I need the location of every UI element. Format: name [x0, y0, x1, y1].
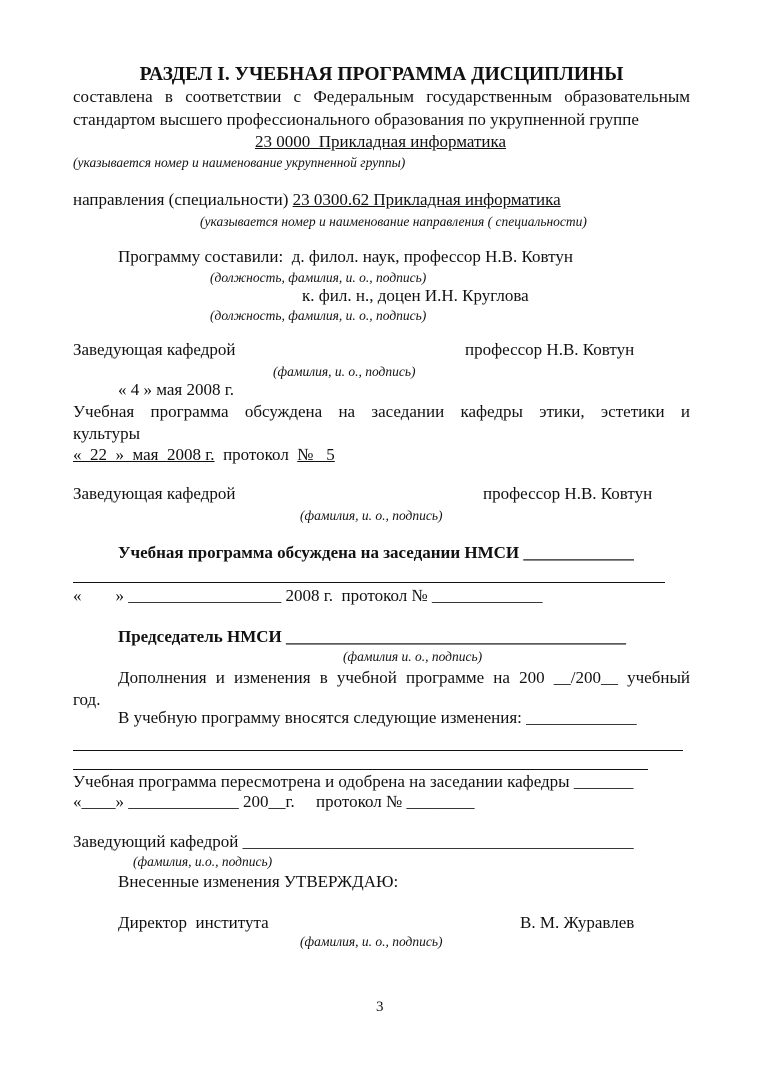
director-label: Директор института	[118, 913, 269, 932]
discussed-line: культуры	[73, 424, 140, 443]
sign-note: (фамилия, и.о., подпись)	[133, 854, 273, 869]
sign-note: (фамилия, и. о., подпись)	[300, 508, 443, 523]
changes-line: Дополнения и изменения в учебной программе на 200 __/200__ учебный	[118, 668, 690, 687]
direction-label: направления (специальности)	[73, 190, 293, 209]
protocol-label: протокол	[214, 445, 298, 464]
head-name: профессор Н.В. Ковтун	[483, 484, 653, 503]
changes-made: В учебную программу вносятся следующие изменения: _____________	[118, 708, 637, 727]
intro-line: составлена в соответствии с Федеральным государственным образовательным	[73, 87, 690, 106]
nmsi-date: « » __________________ 2008 г. протокол № _____________	[73, 586, 543, 605]
date-line: « 4 » мая 2008 г.	[118, 380, 235, 399]
page-title: РАЗДЕЛ I. УЧЕБНАЯ ПРОГРАММА ДИСЦИПЛИНЫ	[139, 64, 624, 85]
head-label: Заведующая кафедрой	[73, 340, 236, 359]
blank-line	[73, 750, 683, 751]
protocol-date: « 22 » мая 2008 г.	[73, 445, 215, 464]
reviewed-line: Учебная программа пересмотрена и одобрена на заседании кафедры _______	[73, 772, 634, 791]
authors-label: Программу составили:	[118, 247, 292, 266]
changes-line: год.	[73, 690, 101, 709]
sign-note: (фамилия, и. о., подпись)	[300, 934, 443, 949]
intro-line: стандартом высшего профессионального образования по укрупненной группе	[73, 110, 639, 129]
head-name: профессор Н.В. Ковтун	[465, 340, 635, 359]
director-name: В. М. Журавлев	[520, 913, 635, 932]
direction-line	[73, 190, 561, 210]
blank-line	[73, 582, 665, 583]
sign-note: (фамилия и. о., подпись)	[343, 649, 483, 664]
group-value: 23 0000 Прикладная информатика	[255, 132, 507, 151]
author-2: к. фил. н., доцен И.Н. Круглова	[302, 286, 529, 305]
author-note: (должность, фамилия, и. о., подпись)	[210, 270, 427, 285]
discussed-line: Учебная программа обсуждена на заседании кафедры этики, эстетики и	[73, 402, 690, 421]
approve-line: Внесенные изменения УТВЕРЖДАЮ:	[118, 872, 399, 891]
blank-line	[73, 769, 648, 770]
head-label: Заведующая кафедрой	[73, 484, 236, 503]
reviewed-date: «____» _____________ 200__г. протокол № ________	[73, 792, 475, 811]
protocol-number: № 5	[297, 445, 335, 464]
authors-line	[118, 247, 573, 267]
author-1: д. филол. наук, профессор Н.В. Ковтун	[291, 247, 573, 266]
page-number: 3	[376, 999, 384, 1015]
direction-value: 23 0300.62 Прикладная информатика	[292, 190, 561, 209]
author-note: (должность, фамилия, и. о., подпись)	[210, 308, 427, 323]
nmsi-discussed: Учебная программа обсуждена на заседании НМСИ _____________	[118, 543, 634, 562]
nmsi-chair: Председатель НМСИ ________________________________________	[118, 627, 627, 646]
direction-note: (указывается номер и наименование направления ( специальности)	[200, 214, 587, 229]
protocol-line	[73, 445, 335, 465]
head-signature: Заведующий кафедрой ______________________________________________	[73, 832, 634, 851]
group-note: (указывается номер и наименование укрупненной группы)	[73, 155, 406, 170]
sign-note: (фамилия, и. о., подпись)	[273, 364, 416, 379]
